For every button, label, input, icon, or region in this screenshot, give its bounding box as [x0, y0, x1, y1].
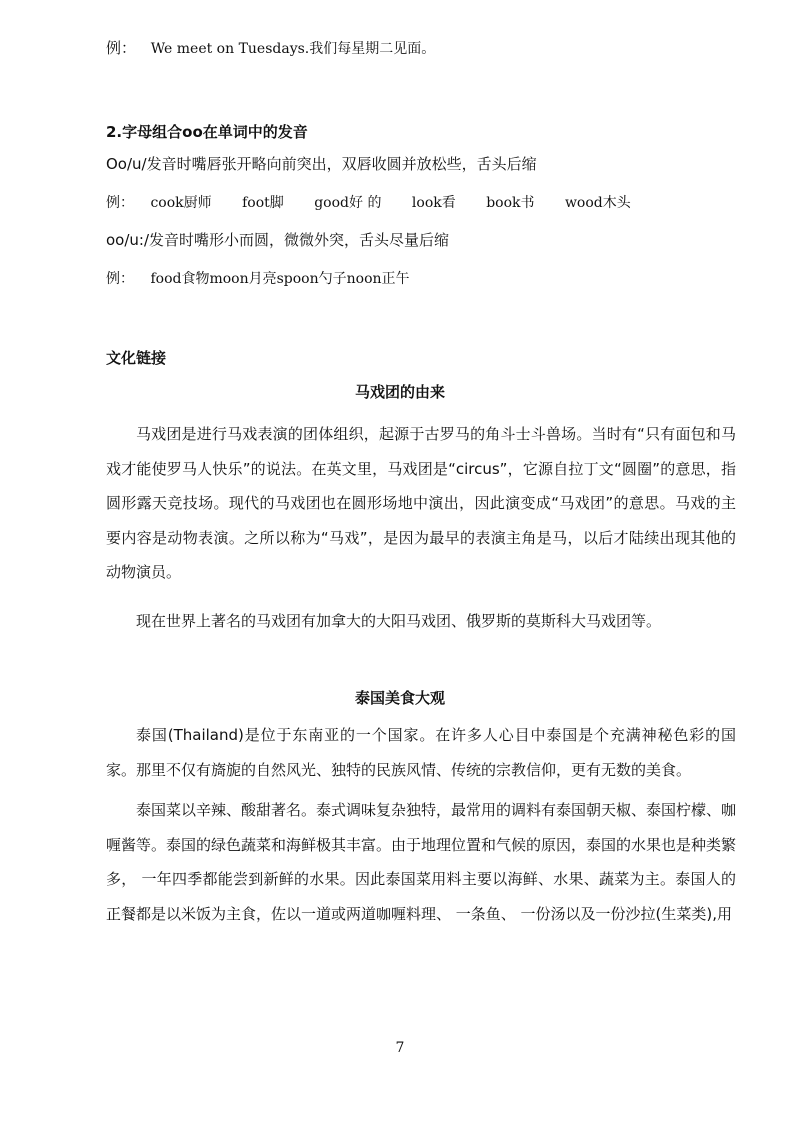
section-heading-oo-pronunciation: 2.字母组合oo在单词中的发音	[106, 123, 308, 141]
example-word: look看	[411, 195, 456, 211]
example-label: 例：	[106, 271, 134, 287]
short-oo-rule: Oo/u/发音时嘴唇张开略向前突出，双唇收圆并放松些，舌头后缩	[106, 155, 537, 173]
example-word: foot脚	[242, 195, 284, 211]
article-paragraph: 马戏团是进行马戏表演的团体组织，起源于古罗马的角斗士斗兽场。当时有“只有面包和马戏才能使罗马人快乐”的说法。在英文里，马戏团是“circus”，它源自拉丁文“圆圈”的意思，指圆形露天竞技场。现代的马戏团也在圆形场地中演出，因此演变成“马戏团”的意思。马戏的主要内容是动物表演。之所以称为“马戏”，是因为最早的表演主角是马，以后才陆续出现其他的动物演员。	[106, 425, 736, 581]
short-oo-examples	[106, 193, 800, 213]
long-oo-rule: oo/u:/发音时嘴形小而圆，微微外突，舌头尽量后缩	[106, 231, 450, 249]
article-paragraph: 泰国(Thailand)是位于东南亚的一个国家。在许多人心目中泰国是个充满神秘色彩的国家。那里不仅有旖旎的自然风光、独特的民族风情、传统的宗教信仰，更有无数的美食。	[106, 726, 736, 779]
page-number: 7	[395, 1040, 405, 1056]
article-title-thai-food: 泰国美食大观	[354, 689, 445, 707]
example-text: We meet on Tuesdays.我们每星期二见面。	[150, 41, 436, 57]
example-word: cook厨师	[150, 195, 212, 211]
long-oo-examples	[106, 269, 800, 289]
example-line-tuesdays	[106, 38, 800, 59]
culture-heading: 文化链接	[106, 349, 167, 367]
example-label: 例：	[106, 195, 134, 211]
article-paragraph: 现在世界上著名的马戏团有加拿大的大阳马戏团、俄罗斯的莫斯科大马戏团等。	[136, 612, 662, 630]
example-label: 例：	[106, 39, 137, 57]
example-word: wood木头	[564, 195, 631, 211]
article-title-circus: 马戏团的由来	[354, 383, 445, 401]
example-word: book书	[486, 195, 535, 211]
example-word: good好 的	[314, 195, 382, 211]
article-paragraph: 泰国菜以辛辣、酸甜著名。泰式调味复杂独特，最常用的调料有泰国朝天椒、泰国柠檬、咖喱酱等。泰国的绿色蔬菜和海鲜极其丰富。由于地理位置和气候的原因，泰国的水果也是种类繁多， 一年四季都能尝到新鲜的水果。因此泰国菜用料主要以海鲜、水果、蔬菜为主。泰国人的正餐都是以米饭为主食，佐以一道或两道咖喱料理、 一条鱼、 一份汤以及一份沙拉(生菜类),用	[106, 801, 737, 923]
example-words: food食物moon月亮spoon勺子noon正午	[150, 271, 410, 287]
